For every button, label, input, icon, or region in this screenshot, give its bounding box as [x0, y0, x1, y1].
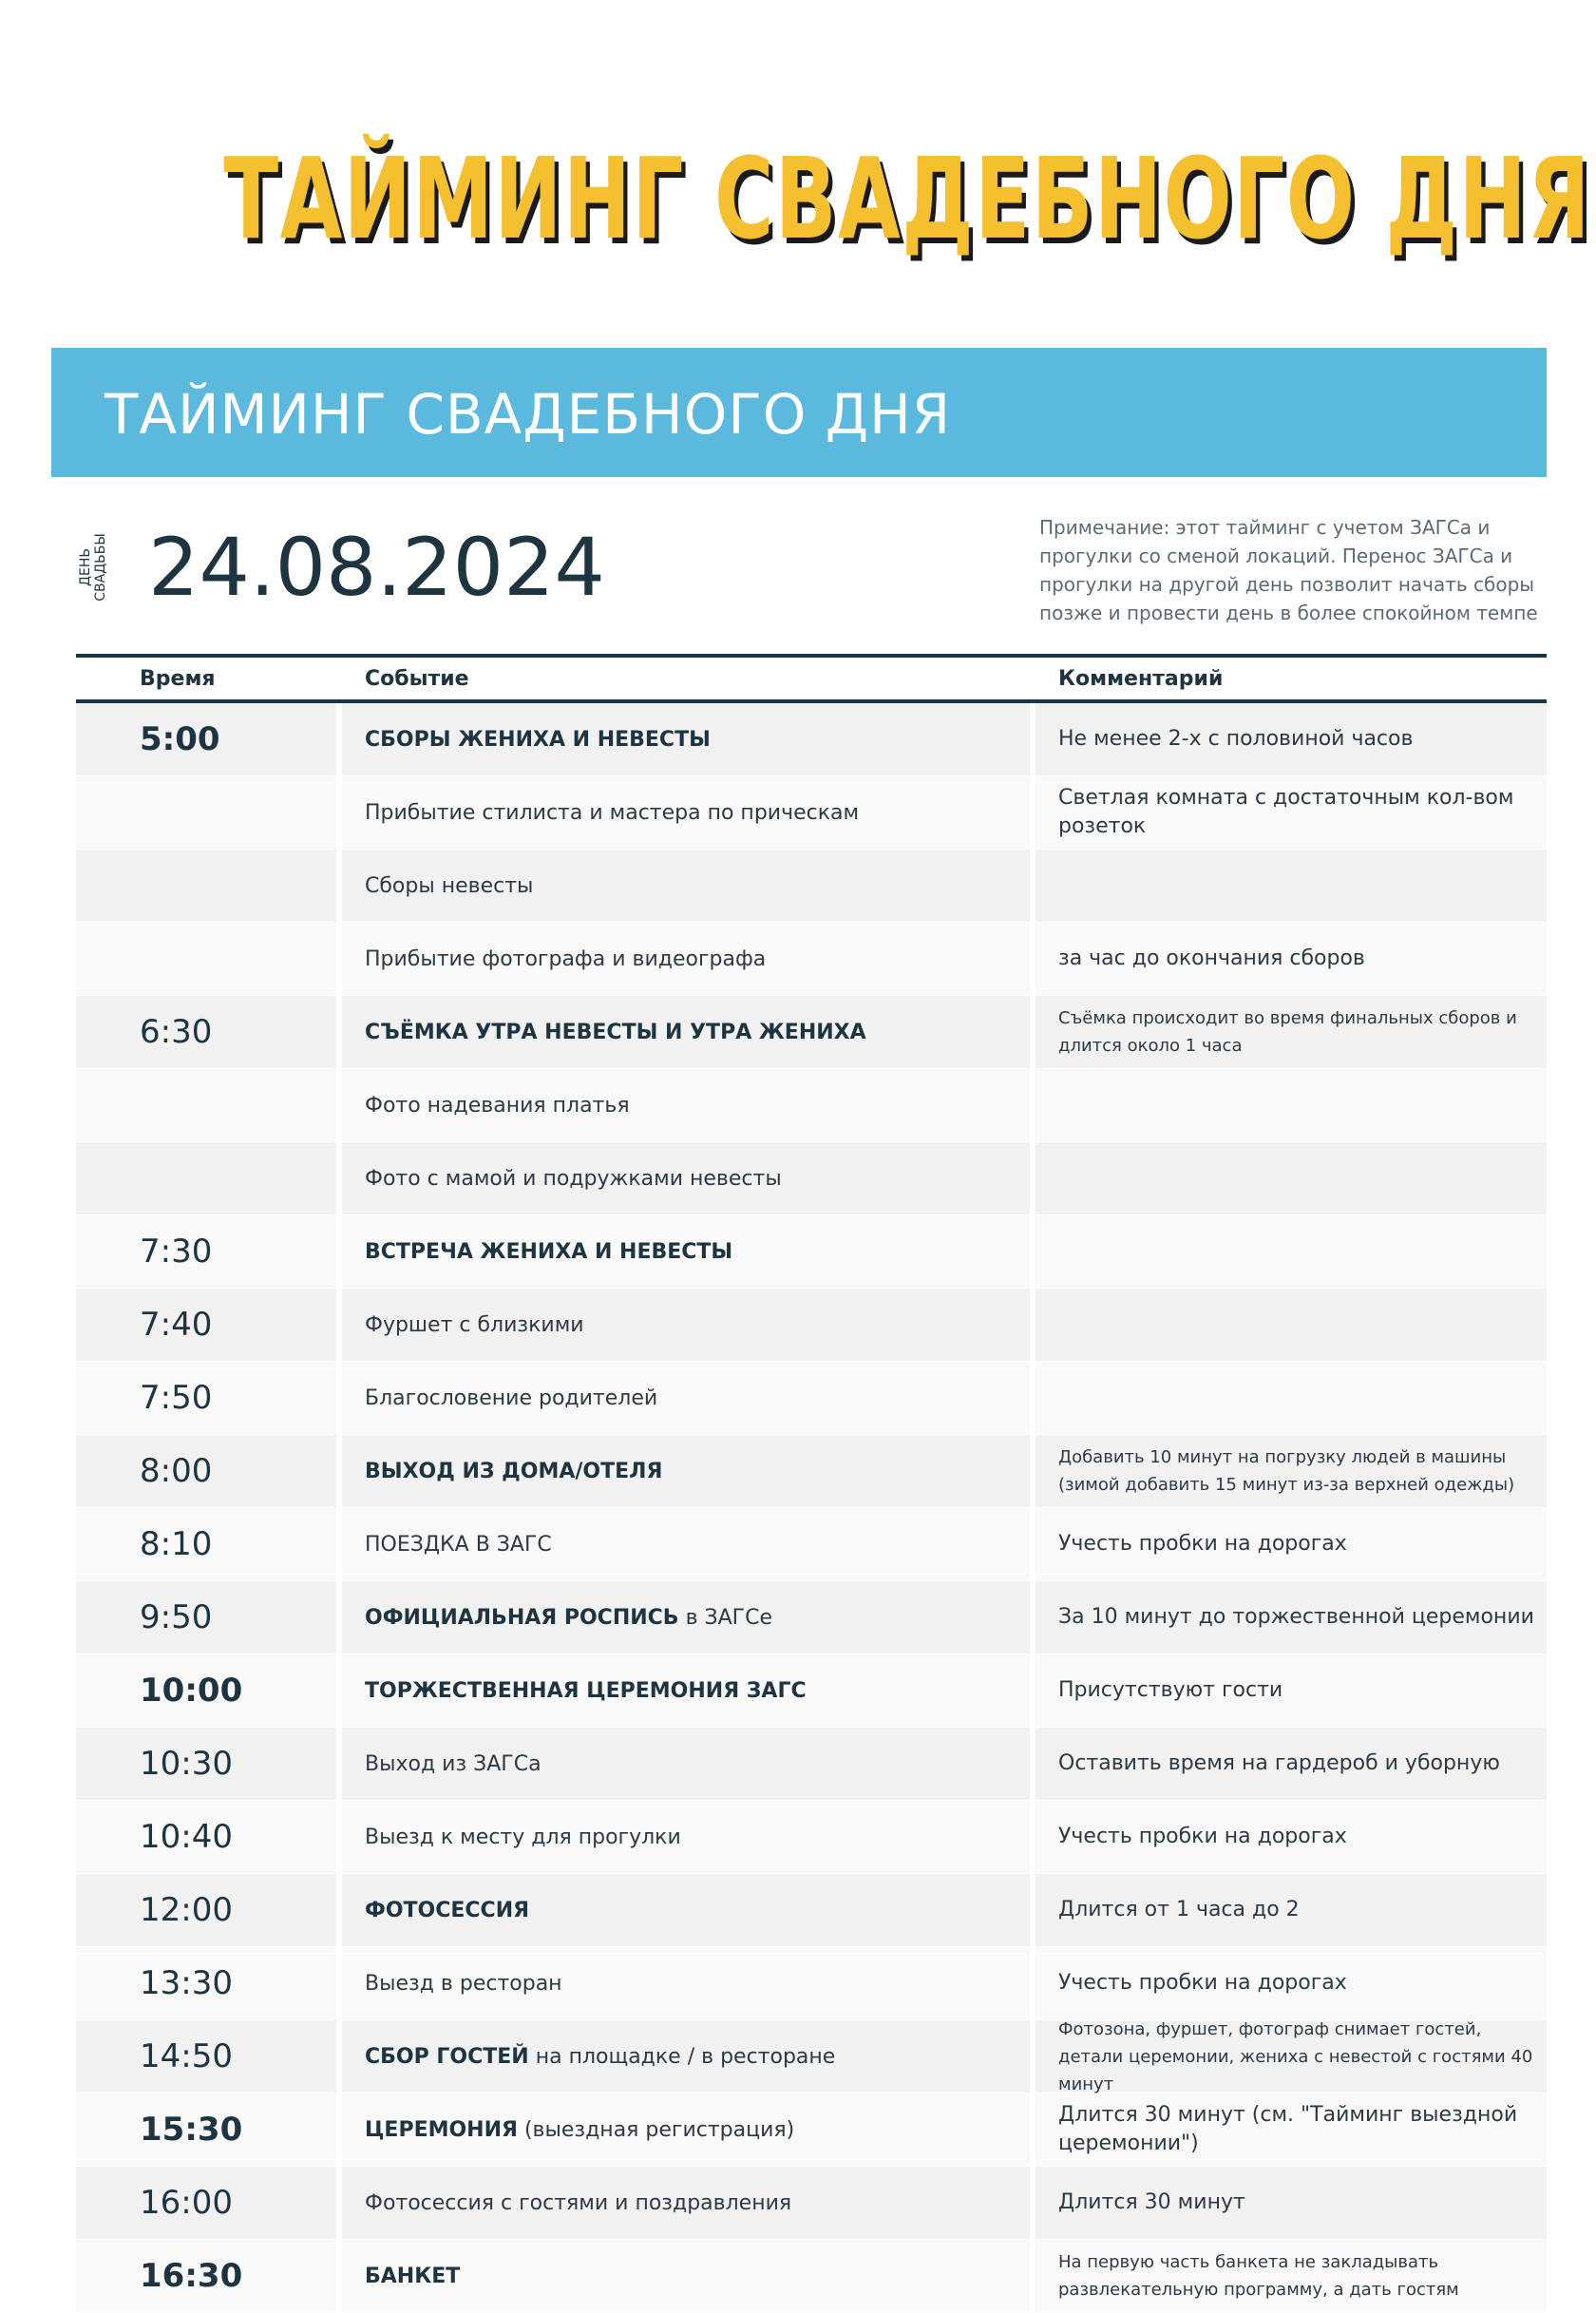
table-row — [76, 1801, 1547, 1874]
time-text: 9:50 — [140, 1598, 213, 1636]
event-cell — [342, 1947, 1030, 2019]
comment-cell — [1036, 1435, 1547, 1507]
time-cell — [76, 850, 336, 922]
event-cell — [342, 1362, 1030, 1434]
event-text — [342, 1826, 681, 1849]
comment-cell — [1036, 1728, 1547, 1800]
table-row — [76, 923, 1547, 996]
event-text — [342, 2265, 460, 2288]
time-cell — [76, 1728, 336, 1800]
table-row — [76, 1069, 1547, 1142]
comment-cell — [1036, 1581, 1547, 1654]
comment-text: За 10 минут до торжественной церемонии — [1058, 1605, 1534, 1629]
event-cell — [342, 923, 1030, 995]
table-row — [76, 2093, 1547, 2167]
time-text: 10:00 — [140, 1672, 243, 1710]
time-text: 10:30 — [140, 1745, 233, 1783]
comment-text: Съёмка происходит во время финальных сборов и длится около 1 часа — [1058, 1008, 1517, 1056]
time-cell — [76, 1215, 336, 1288]
event-cell — [342, 1874, 1030, 1946]
table-row — [76, 850, 1547, 923]
event-title: ОФИЦИАЛЬНАЯ РОСПИСЬ — [365, 1605, 679, 1630]
comment-text: Фотозона, фуршет, фотограф снимает гостей, детали церемонии, жениха с невестой с гостями 40 минут — [1058, 2018, 1533, 2094]
comment-cell — [1036, 2020, 1547, 2093]
date-label-text: ДЕНЬ СВАДЬБЫ — [78, 533, 108, 602]
event-text — [342, 1606, 772, 1630]
comment-text: На первую часть банкета не закладывать развлекательную программу, а дать гостям — [1058, 2252, 1459, 2300]
event-text — [342, 1094, 630, 1118]
event-title: ТОРЖЕСТВЕННАЯ ЦЕРЕМОНИЯ ЗАГС — [365, 1678, 807, 1703]
event-title: БАНКЕТ — [365, 2264, 461, 2288]
event-text — [342, 874, 533, 898]
table-row — [76, 703, 1547, 776]
event-detail: Сборы невесты — [365, 873, 534, 898]
time-text: 16:00 — [140, 2184, 233, 2222]
event-detail: Выезд в ресторан — [365, 1971, 562, 1996]
table-row — [76, 1142, 1547, 1215]
comment-text: Оставить время на гардероб и уборную — [1058, 1751, 1500, 1775]
time-cell — [76, 1508, 336, 1580]
table-row — [76, 1362, 1547, 1435]
time-cell — [76, 923, 336, 995]
event-cell — [342, 2240, 1030, 2312]
time-text: 14:50 — [140, 2037, 233, 2075]
comment-text: Учесть пробки на дорогах — [1058, 1971, 1347, 1995]
event-text — [342, 1386, 657, 1410]
event-detail: Благословение родителей — [365, 1386, 658, 1410]
table-row — [76, 1947, 1547, 2020]
time-text: 7:50 — [140, 1379, 213, 1417]
event-cell — [342, 2167, 1030, 2239]
time-cell — [76, 1581, 336, 1654]
comment-cell — [1036, 1142, 1547, 1214]
comment-text: Учесть пробки на дорогах — [1058, 1532, 1347, 1556]
time-cell — [76, 1654, 336, 1727]
event-title: ЦЕРЕМОНИЯ — [365, 2117, 518, 2142]
time-cell — [76, 2167, 336, 2239]
event-cell — [342, 2093, 1030, 2166]
time-text: 13:30 — [140, 1964, 233, 2002]
event-title: ВСТРЕЧА ЖЕНИХА И НЕВЕСТЫ — [365, 1239, 733, 1264]
event-cell — [342, 776, 1030, 849]
event-cell — [342, 1508, 1030, 1580]
comment-cell — [1036, 1874, 1547, 1946]
event-cell — [342, 1142, 1030, 1214]
event-cell — [342, 1801, 1030, 1873]
table-row — [76, 1581, 1547, 1654]
event-cell — [342, 1215, 1030, 1288]
event-title: СЪЁМКА УТРА НЕВЕСТЫ И УТРА ЖЕНИХА — [365, 1020, 866, 1044]
header-comment: Комментарий — [1058, 667, 1224, 691]
comment-cell — [1036, 703, 1547, 775]
time-cell — [76, 1874, 336, 1946]
event-detail: (выездная регистрация) — [517, 2117, 795, 2142]
table-row — [76, 1215, 1547, 1289]
time-text: 7:40 — [140, 1306, 213, 1344]
event-detail: Фуршет с близкими — [365, 1312, 584, 1337]
event-cell — [342, 1654, 1030, 1727]
comment-cell — [1036, 996, 1547, 1068]
comment-text: Длится 30 минут (см. "Тайминг выездной церемонии") — [1058, 2103, 1518, 2155]
comment-cell — [1036, 1947, 1547, 2019]
comment-text: Светлая комната с достаточным кол-вом розеток — [1058, 786, 1514, 838]
header-event: Событие — [365, 667, 469, 691]
comment-cell — [1036, 1654, 1547, 1727]
comment-text: Присутствуют гости — [1058, 1678, 1283, 1702]
comment-cell — [1036, 1508, 1547, 1580]
time-cell — [76, 996, 336, 1068]
time-text: 7:30 — [140, 1233, 213, 1271]
event-cell — [342, 1069, 1030, 1141]
event-text — [342, 1899, 529, 1922]
table-row — [76, 1435, 1547, 1508]
table-row — [76, 1508, 1547, 1581]
comment-cell — [1036, 1289, 1547, 1361]
comment-cell — [1036, 1362, 1547, 1434]
event-text — [342, 2191, 791, 2215]
comment-text: Не менее 2-х с половиной часов — [1058, 727, 1414, 751]
comment-cell — [1036, 1215, 1547, 1288]
event-text — [342, 1167, 782, 1191]
time-text: 10:40 — [140, 1818, 233, 1856]
schedule-table — [76, 654, 1547, 2300]
event-cell — [342, 996, 1030, 1068]
comment-cell — [1036, 1801, 1547, 1873]
event-text — [342, 1972, 562, 1996]
time-text: 16:30 — [140, 2257, 243, 2295]
event-text — [342, 1240, 732, 1264]
event-text — [342, 2045, 835, 2069]
event-detail: Прибытие фотографа и видеографа — [365, 946, 767, 971]
comment-text: Длится от 1 часа до 2 — [1058, 1898, 1300, 1921]
note-text: Примечание: этот тайминг с учетом ЗАГСа и прогулки со сменой локаций. Перенос ЗАГСа и прогулки на другой день позволит начать сборы позже и провести день в более спокойном темпе — [1039, 516, 1538, 624]
table-row — [76, 1289, 1547, 1362]
time-cell — [76, 1947, 336, 2019]
header-time: Время — [140, 667, 216, 691]
event-detail: Фото надевания платья — [365, 1093, 630, 1118]
event-title: ФОТОСЕССИЯ — [365, 1898, 530, 1922]
event-title: ВЫХОД ИЗ ДОМА/ОТЕЛЯ — [365, 1459, 663, 1483]
table-header — [76, 654, 1547, 703]
event-text — [342, 1313, 584, 1337]
table-row — [76, 996, 1547, 1069]
event-text — [342, 1533, 552, 1557]
table-row — [76, 1874, 1547, 1947]
event-text — [342, 947, 766, 971]
time-text: 8:10 — [140, 1525, 213, 1563]
event-text — [342, 1460, 662, 1483]
table-row — [76, 2020, 1547, 2093]
event-cell — [342, 1435, 1030, 1507]
event-text — [342, 728, 711, 752]
event-cell — [342, 1581, 1030, 1654]
event-cell — [342, 1728, 1030, 1800]
time-cell — [76, 2093, 336, 2166]
time-cell — [76, 1142, 336, 1214]
event-cell — [342, 703, 1030, 775]
document-title: ТАЙМИНГ СВАДЕБНОГО ДНЯ — [104, 382, 952, 447]
event-detail: Фотосессия с гостями и поздравления — [365, 2190, 792, 2215]
poster-title: ТАЙМИНГ СВАДЕБНОГО ДНЯ — [223, 133, 1591, 264]
table-row — [76, 776, 1547, 850]
comment-text: Добавить 10 минут на погрузку людей в машины (зимой добавить 15 минут из-за верхней одежды) — [1058, 1447, 1515, 1495]
event-cell — [342, 1289, 1030, 1361]
wedding-date: 24.08.2024 — [148, 521, 605, 614]
table-body — [76, 703, 1547, 2313]
comment-cell — [1036, 1069, 1547, 1141]
table-row — [76, 2167, 1547, 2240]
time-text: 12:00 — [140, 1891, 233, 1929]
comment-cell — [1036, 2240, 1547, 2312]
time-cell — [76, 776, 336, 849]
time-cell — [76, 1362, 336, 1434]
comment-text: Учесть пробки на дорогах — [1058, 1825, 1347, 1848]
event-text — [342, 1752, 542, 1776]
document-header-banner — [51, 348, 1547, 477]
event-cell — [342, 850, 1030, 922]
time-cell — [76, 703, 336, 775]
time-text: 5:00 — [140, 720, 220, 758]
comment-cell — [1036, 776, 1547, 849]
time-cell — [76, 2240, 336, 2312]
event-text — [342, 1021, 866, 1044]
time-cell — [76, 1801, 336, 1873]
table-row — [76, 1728, 1547, 1801]
event-cell — [342, 2020, 1030, 2093]
event-text — [342, 2118, 794, 2142]
event-detail: ПОЕЗДКА В ЗАГС — [365, 1532, 552, 1557]
event-title: СБОР ГОСТЕЙ — [365, 2044, 529, 2069]
time-cell — [76, 2020, 336, 2093]
comment-cell — [1036, 2093, 1547, 2166]
time-text: 6:30 — [140, 1013, 213, 1051]
event-title: СБОРЫ ЖЕНИХА И НЕВЕСТЫ — [365, 727, 711, 752]
comment-cell — [1036, 850, 1547, 922]
event-detail: Выход из ЗАГСа — [365, 1751, 542, 1776]
time-text: 8:00 — [140, 1452, 213, 1490]
event-detail: на площадке / в ресторане — [528, 2044, 836, 2069]
time-cell — [76, 1069, 336, 1141]
table-row — [76, 1654, 1547, 1728]
date-label — [78, 532, 125, 602]
event-detail: Прибытие стилиста и мастера по прическам — [365, 800, 860, 825]
event-text — [342, 1679, 807, 1703]
comment-cell — [1036, 2167, 1547, 2239]
table-row — [76, 2240, 1547, 2313]
time-text: 15:30 — [140, 2111, 243, 2149]
time-cell — [76, 1289, 336, 1361]
comment-text: Длится 30 минут — [1058, 2190, 1245, 2214]
event-detail: Фото с мамой и подружками невесты — [365, 1166, 782, 1191]
event-detail: в ЗАГСе — [678, 1605, 772, 1630]
event-text — [342, 801, 859, 825]
comment-text: за час до окончания сборов — [1058, 946, 1365, 970]
comment-cell — [1036, 923, 1547, 995]
time-cell — [76, 1435, 336, 1507]
event-detail: Выезд к месту для прогулки — [365, 1825, 681, 1849]
